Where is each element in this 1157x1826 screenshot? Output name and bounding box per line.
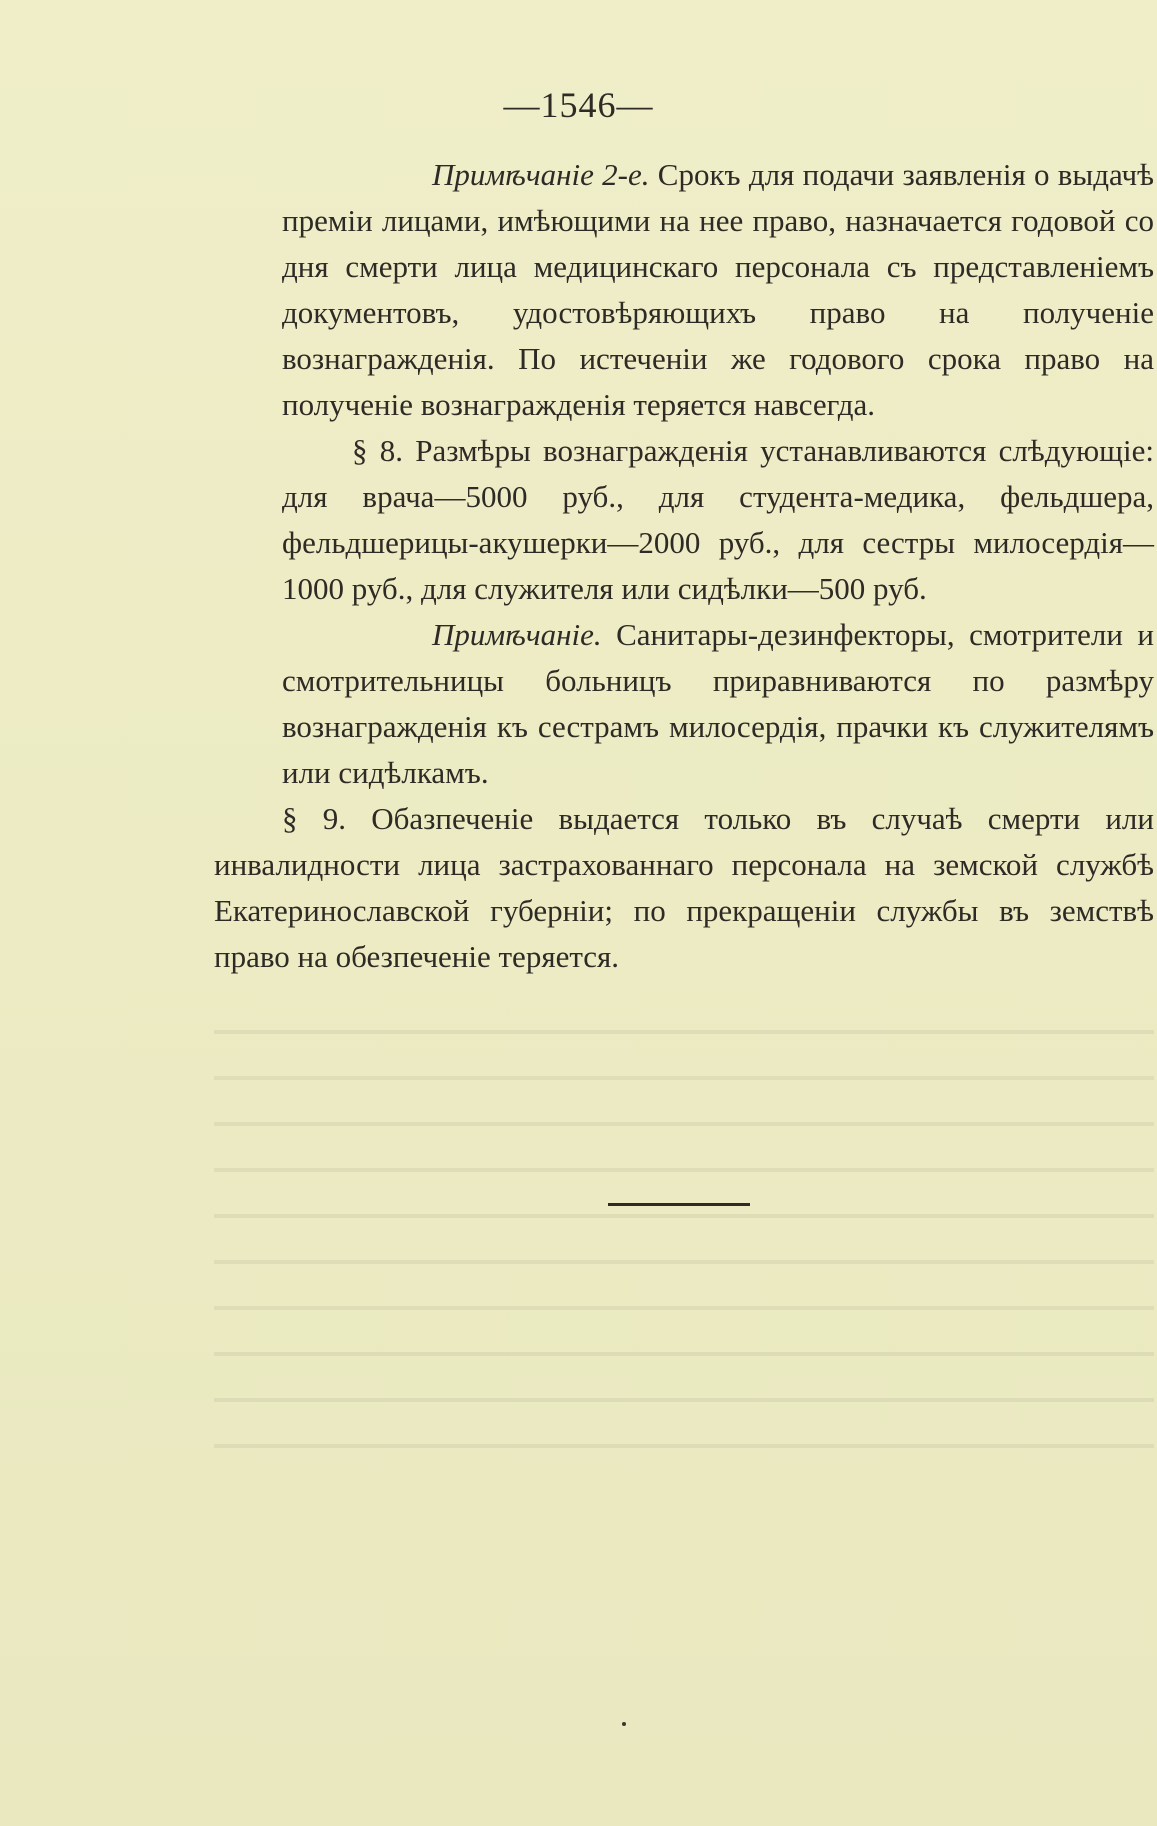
section-8-text: § 8. Размѣры вознагражденія устанавливаются слѣдующіе: для врача—5000 руб., для студента-медика, фельдшера, фельдшерицы-акушерки—2000 руб., для сестры милосердія—1000 руб., для служителя или сидѣлки—500 руб. bbox=[282, 433, 1154, 606]
section-8-paragraph bbox=[282, 428, 1154, 612]
note-text: Санитары-дезинфекторы, смотрители и смотрительницы больницъ приравниваются по размѣру вознагражденія къ сестрамъ милосердія, прачки къ служителямъ или сидѣлкамъ. bbox=[282, 617, 1154, 790]
note-2-paragraph bbox=[282, 152, 1154, 428]
note-2-text: Срокъ для подачи заявленія о выдачѣ преміи лицами, имѣющими на нее право, назначается годовой со дня смерти лица медицинскаго персонала съ представленіемъ документовъ, удостовѣряющихъ право на полученіе вознагражденія. По истеченіи же годового срока право на полученіе вознагражденія теряется навсегда. bbox=[282, 157, 1154, 422]
section-9-text: § 9. Обазпеченіе выдается только въ случаѣ смерти или инвалидности лица застрахованнаго персонала на земской службѣ Екатеринославской губерніи; по прекращеніи службы въ земствѣ право на обезпеченіе теряется. bbox=[214, 801, 1154, 974]
note-label: Примѣчаніе. bbox=[432, 617, 602, 652]
bleed-through-shadow bbox=[214, 1000, 1154, 1480]
page-number: —1546— bbox=[503, 85, 654, 125]
section-divider bbox=[608, 1203, 750, 1206]
section-9-paragraph bbox=[214, 796, 1154, 980]
note-2-label: Примѣчаніе 2-е. bbox=[432, 157, 650, 192]
ink-speck bbox=[622, 1722, 626, 1726]
body-text bbox=[214, 152, 1154, 980]
note-paragraph bbox=[282, 612, 1154, 796]
